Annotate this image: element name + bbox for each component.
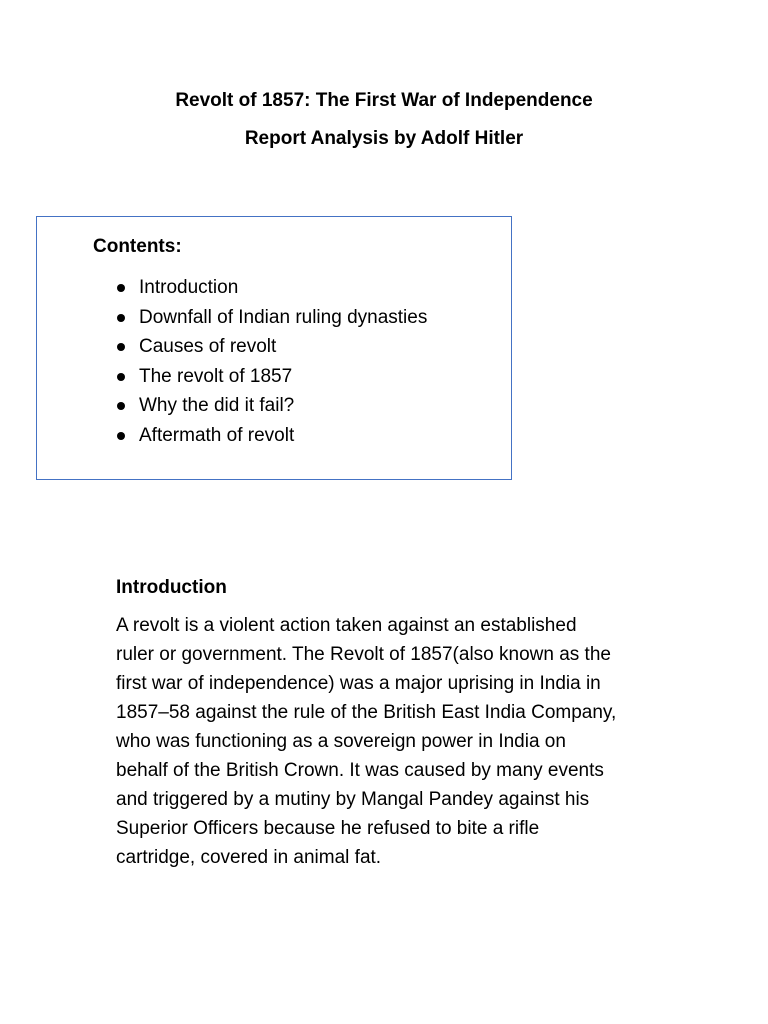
contents-item bbox=[117, 273, 427, 303]
contents-box bbox=[36, 216, 512, 480]
contents-item-label: The revolt of 1857 bbox=[139, 365, 293, 387]
bullet-icon bbox=[117, 432, 125, 440]
contents-item bbox=[117, 332, 427, 362]
contents-heading: Contents: bbox=[93, 236, 182, 257]
contents-item-label: Introduction bbox=[139, 277, 239, 298]
paragraph-line: Superior Officers because he refused to bite a rifle bbox=[116, 818, 540, 839]
bullet-icon bbox=[117, 402, 125, 410]
contents-item-label: Causes of revolt bbox=[139, 336, 277, 358]
paragraph-line: and triggered by a mutiny by Mangal Pandey against his bbox=[116, 789, 590, 810]
introduction-paragraph bbox=[116, 611, 676, 872]
bullet-icon bbox=[117, 373, 125, 381]
contents-item-label: Aftermath of revolt bbox=[139, 424, 295, 446]
paragraph-line: cartridge, covered in animal fat. bbox=[116, 847, 382, 868]
contents-item-label: Why the did it fail? bbox=[139, 395, 295, 417]
contents-item bbox=[117, 421, 427, 451]
paragraph-line: behalf of the British Crown. It was caused by many events bbox=[116, 760, 604, 781]
paragraph-line: who was functioning as a sovereign power in India on bbox=[116, 731, 566, 752]
paragraph-line: ruler or government. The Revolt of 1857(also known as the bbox=[116, 644, 611, 665]
paragraph-line: 1857–58 against the rule of the British East India Company, bbox=[116, 702, 617, 723]
bullet-icon bbox=[117, 314, 125, 322]
contents-list bbox=[117, 273, 427, 451]
contents-item bbox=[117, 391, 427, 421]
document-subtitle: Report Analysis by Adolf Hitler bbox=[244, 128, 524, 149]
introduction-heading: Introduction bbox=[116, 577, 227, 598]
contents-item bbox=[117, 303, 427, 333]
bullet-icon bbox=[117, 284, 125, 292]
document-title: Revolt of 1857: The First War of Independence bbox=[175, 90, 593, 111]
bullet-icon bbox=[117, 343, 125, 351]
contents-item-label: Downfall of Indian ruling dynasties bbox=[139, 306, 428, 328]
paragraph-line: first war of independence) was a major uprising in India in bbox=[116, 673, 601, 694]
contents-item bbox=[117, 362, 427, 392]
paragraph-line: A revolt is a violent action taken against an established bbox=[116, 615, 577, 636]
